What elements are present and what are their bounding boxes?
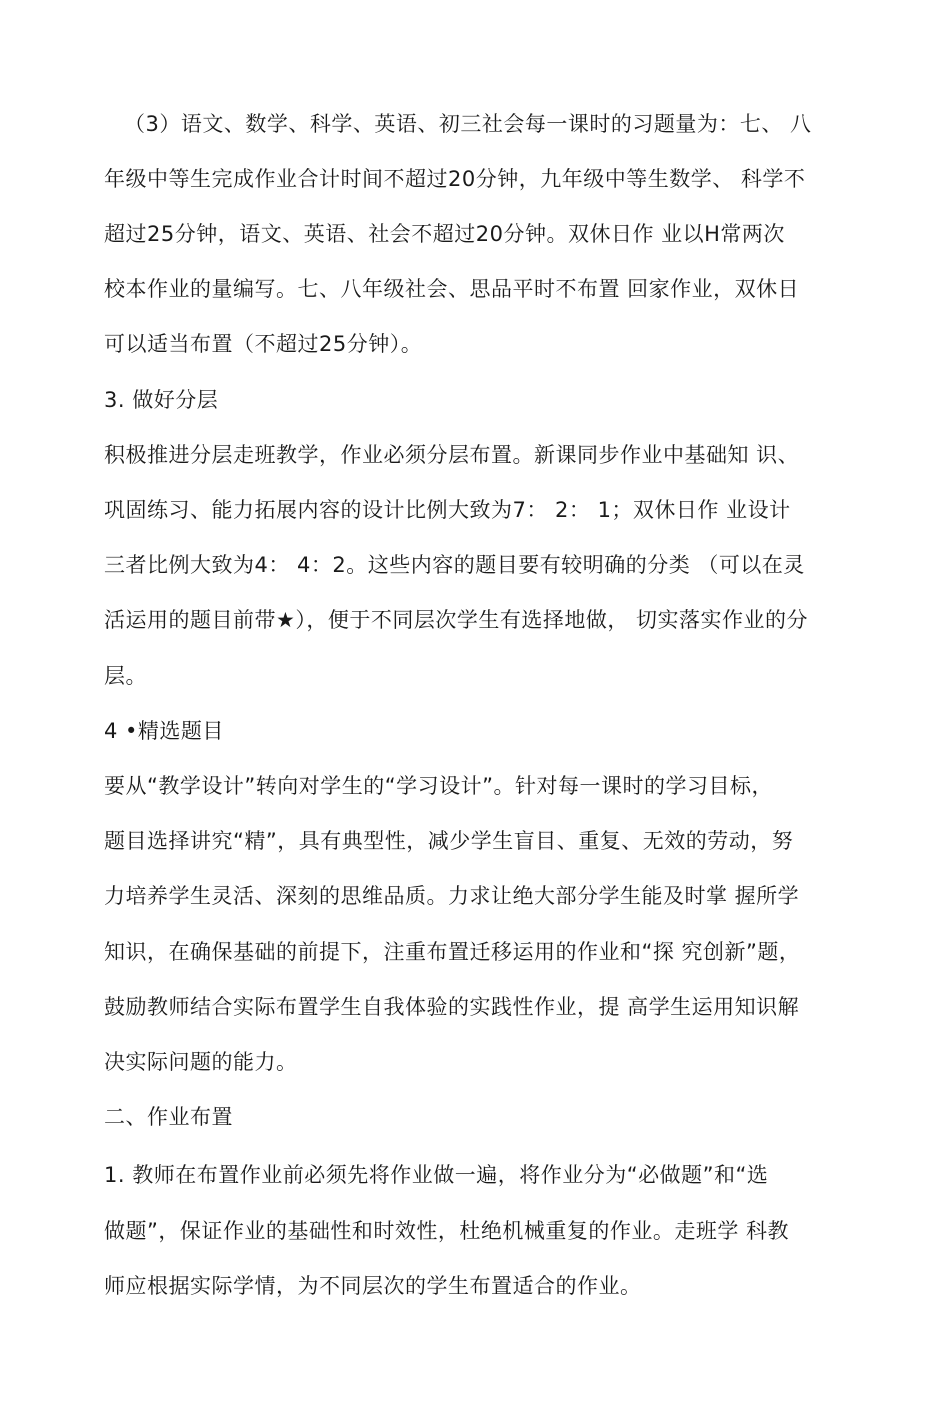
paragraph-line: 可以适当布置（不超过25分钟）。 xyxy=(104,332,423,356)
paragraph-line: 力培养学生灵活、深刻的思维品质。力求让绝大部分学生能及时掌 握所学 xyxy=(104,884,800,908)
paragraph-line: 做题”，保证作业的基础性和时效性，杜绝机械重复的作业。走班学 科教 xyxy=(104,1219,790,1243)
paragraph-line: 巩固练习、能力拓展内容的设计比例大致为7： 2： 1；双休日作 业设计 xyxy=(104,498,791,522)
paragraph-line: 1. 教师在布置作业前必须先将作业做一遍，将作业分为“必做题”和“选 xyxy=(104,1163,769,1187)
paragraph-line: （3）语文、数学、科学、英语、初三社会每一课时的习题量为：七、 八 xyxy=(124,112,812,136)
section-heading: 4 •精选题目 xyxy=(104,719,224,743)
paragraph-line: 决实际问题的能力。 xyxy=(104,1050,298,1074)
paragraph-line: 活运用的题目前带★），便于不同层次学生有选择地做， 切实落实作业的分 xyxy=(104,608,808,632)
section-heading: 3. 做好分层 xyxy=(104,388,219,412)
paragraph-line: 题目选择讲究“精”，具有典型性，减少学生盲目、重复、无效的劳动，努 xyxy=(104,829,794,853)
paragraph-line: 校本作业的量编写。七、八年级社会、思品平时不布置 回家作业，双休日 xyxy=(104,277,800,301)
paragraph-line: 超过25分钟，语文、英语、社会不超过20分钟。双休日作 业以H常两次 xyxy=(104,222,785,246)
paragraph-line: 师应根据实际学情，为不同层次的学生布置适合的作业。 xyxy=(104,1274,642,1298)
paragraph-line: 知识，在确保基础的前提下，注重布置迁移运用的作业和“探 究创新”题， xyxy=(104,940,801,964)
section-heading: 二、作业布置 xyxy=(104,1105,233,1129)
paragraph-line: 年级中等生完成作业合计时间不超过20分钟，九年级中等生数学、 科学不 xyxy=(104,167,806,191)
paragraph-line: 要从“教学设计”转向对学生的“学习设计”。针对每一课时的学习目标， xyxy=(104,774,774,798)
paragraph-line: 三者比例大致为4： 4：2。这些内容的题目要有较明确的分类 （可以在灵 xyxy=(104,553,805,577)
paragraph-line: 鼓励教师结合实际布置学生自我体验的实践性作业，提 高学生运用知识解 xyxy=(104,995,800,1019)
paragraph-line: 层。 xyxy=(104,664,147,688)
paragraph-line: 积极推进分层走班教学，作业必须分层布置。新课同步作业中基础知 识、 xyxy=(104,443,800,467)
